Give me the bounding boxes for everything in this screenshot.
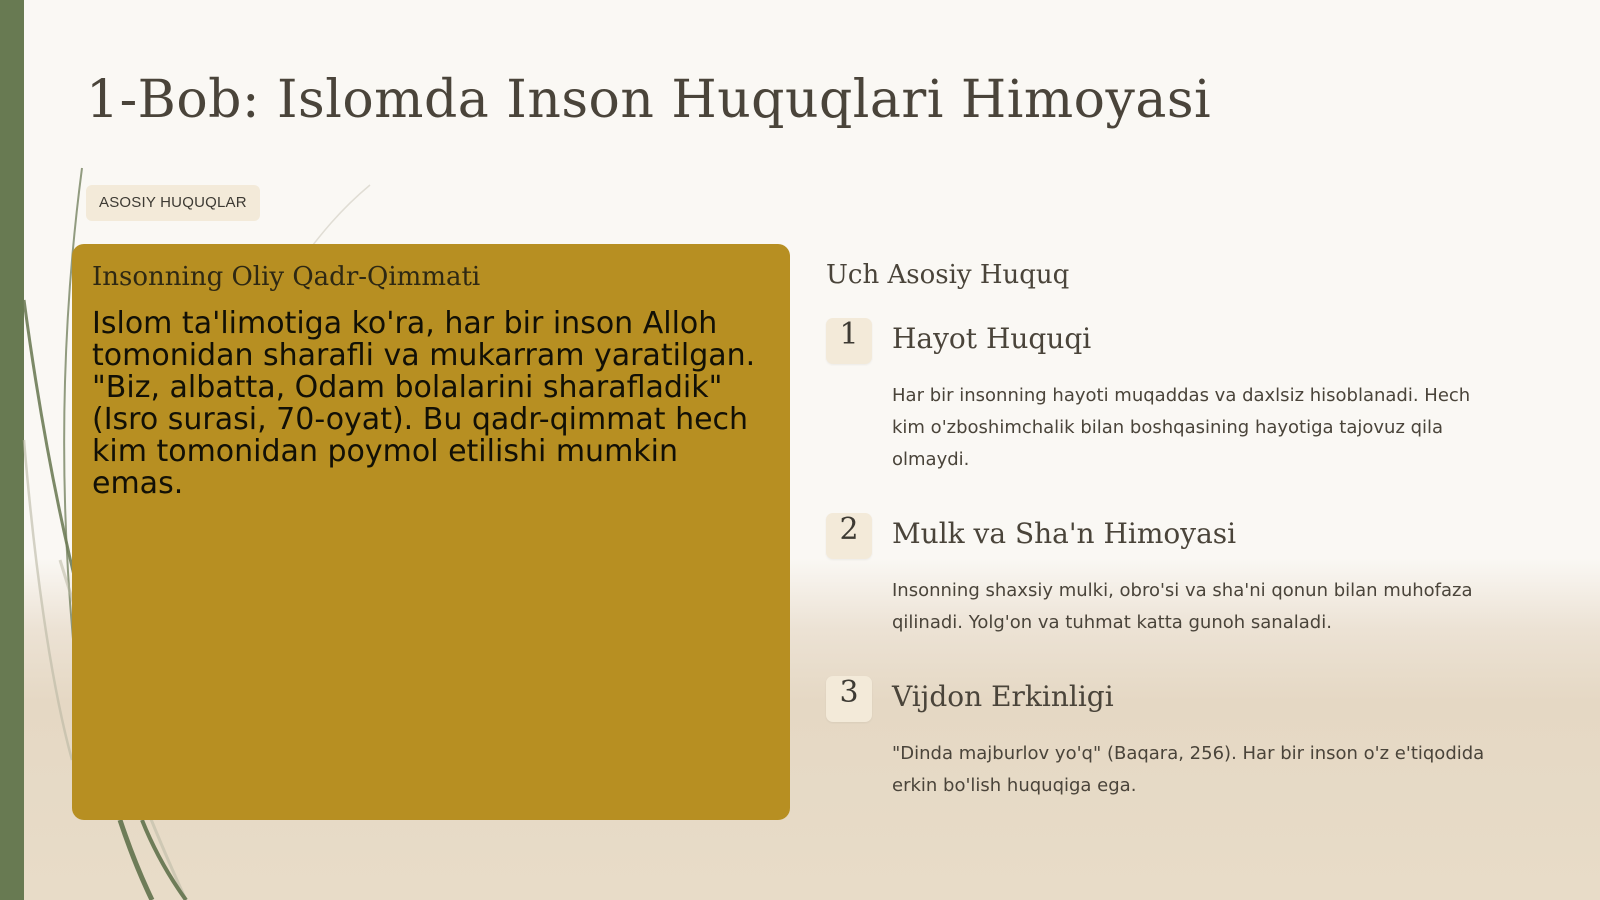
section-tag: ASOSIY HUQUQLAR — [86, 185, 260, 221]
item-description: Insonning shaxsiy mulki, obro'si va sha'ni qonun bilan muhofaza qilinadi. Yolg'on va tuhmat katta gunoh sanaladi. — [892, 580, 1473, 633]
item-number-badge: 2 — [826, 513, 872, 559]
card-title: Insonning Oliy Qadr-Qimmati — [92, 262, 481, 292]
card-body-text: Islom ta'limotiga ko'ra, har bir inson Alloh tomonidan sharafli va mukarram yaratilgan. "Biz, albatta, Odam bolalarini sharafladik" (Isro surasi, 70-oyat). Bu qadr-qimmat hech kim tomonidan poymol etilishi mumkin emas. — [92, 306, 756, 501]
item-title: Mulk va Sha'n Himoyasi — [892, 517, 1237, 550]
item-title: Vijdon Erkinligi — [892, 680, 1114, 713]
left-accent-bar — [0, 0, 24, 900]
item-title: Hayot Huquqi — [892, 322, 1092, 355]
item-number-badge: 1 — [826, 318, 872, 364]
item-description: Har bir insonning hayoti muqaddas va daxlsiz hisoblanadi. Hech kim o'zboshimchalik bilan boshqasining hayotiga tajovuz qila olmaydi. — [892, 385, 1471, 470]
rights-heading: Uch Asosiy Huquq — [826, 260, 1070, 290]
dignity-card — [72, 244, 790, 820]
item-number-badge: 3 — [826, 676, 872, 722]
page-title: 1-Bob: Islomda Inson Huquqlari Himoyasi — [86, 70, 1212, 130]
item-description: "Dinda majburlov yo'q" (Baqara, 256). Har bir inson o'z e'tiqodida erkin bo'lish huquqiga ega. — [892, 743, 1485, 796]
